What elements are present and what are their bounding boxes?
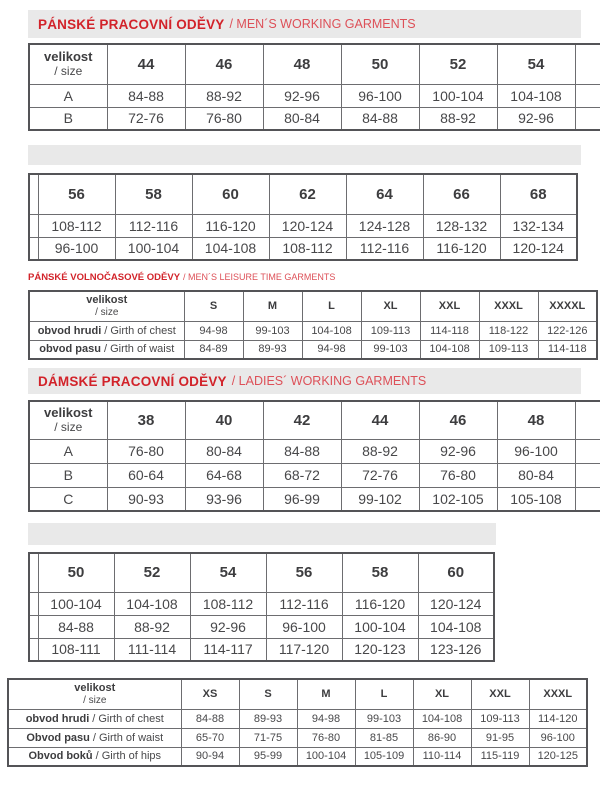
value-cell: 114-117 xyxy=(190,638,266,661)
value-cell: 104-108 xyxy=(497,84,575,107)
row-label-english: / Girth of chest xyxy=(92,712,164,725)
value-cell: 95-99 xyxy=(239,747,297,766)
value-cell: 84-88 xyxy=(107,84,185,107)
value-cell: 91-95 xyxy=(471,728,529,747)
value-cell: 76-80 xyxy=(419,463,497,487)
clipped-column-cell xyxy=(575,107,600,130)
size-label-cell xyxy=(29,401,107,439)
value-cell: 104-108 xyxy=(413,709,471,728)
value-cell: 90-94 xyxy=(181,747,239,766)
value-cell: 76-80 xyxy=(185,107,263,130)
size-header-cell: 44 xyxy=(107,44,185,84)
size-table xyxy=(28,552,495,662)
value-cell: 111-114 xyxy=(114,638,190,661)
section-title-czech: PÁNSKÉ PRACOVNÍ ODĚVY xyxy=(38,16,225,32)
value-cell: 114-118 xyxy=(420,321,479,340)
row-label-czech: Obvod pasu xyxy=(26,731,90,744)
size-header-cell: 60 xyxy=(192,174,269,214)
gray-divider-bar xyxy=(28,145,581,165)
value-cell: 105-108 xyxy=(497,487,575,511)
header-row xyxy=(29,401,600,439)
value-cell: 117-120 xyxy=(266,638,342,661)
clipped-column-cell xyxy=(29,214,38,237)
value-cell: 92-96 xyxy=(419,439,497,463)
value-cell: 94-98 xyxy=(184,321,243,340)
value-cell: 89-93 xyxy=(239,709,297,728)
size-header-cell: 46 xyxy=(185,44,263,84)
value-cell: 100-104 xyxy=(342,615,418,638)
table-row xyxy=(29,214,577,237)
clipped-column-cell xyxy=(29,174,38,214)
value-cell: 94-98 xyxy=(297,709,355,728)
size-header-cell: S xyxy=(239,679,297,709)
table-row xyxy=(29,340,597,359)
section-title-mens-working xyxy=(28,10,581,38)
velikost-label: velikost xyxy=(74,682,116,695)
header-row xyxy=(8,679,587,709)
size-header-cell: XXL xyxy=(420,291,479,321)
size-header-cell: 48 xyxy=(263,44,341,84)
value-cell: 132-134 xyxy=(500,214,577,237)
value-cell: 65-70 xyxy=(181,728,239,747)
value-cell: 89-93 xyxy=(243,340,302,359)
value-cell: 100-104 xyxy=(297,747,355,766)
size-header-cell: 50 xyxy=(38,553,114,592)
row-label-czech: obvod pasu xyxy=(39,343,101,356)
row-label-czech: obvod hrudi xyxy=(25,712,90,725)
value-cell: 116-120 xyxy=(192,214,269,237)
table-row xyxy=(29,237,577,260)
value-cell: 68-72 xyxy=(263,463,341,487)
value-cell: 92-96 xyxy=(263,84,341,107)
table-row xyxy=(29,592,494,615)
row-label-cell: B xyxy=(29,463,107,487)
size-header-cell: XXXXL xyxy=(538,291,597,321)
size-header-cell: XXXL xyxy=(479,291,538,321)
section-title-czech: PÁNSKÉ VOLNOČASOVÉ ODĚVY xyxy=(28,271,181,283)
ladies-leisure-table xyxy=(7,678,588,767)
size-header-cell: 44 xyxy=(341,401,419,439)
value-cell: 112-116 xyxy=(115,214,192,237)
section-title-mens-leisure xyxy=(28,270,335,284)
table-row xyxy=(29,439,600,463)
size-table xyxy=(28,400,600,512)
value-cell: 109-113 xyxy=(471,709,529,728)
value-cell: 86-90 xyxy=(413,728,471,747)
table-row xyxy=(8,747,587,766)
value-cell: 100-104 xyxy=(419,84,497,107)
value-cell: 115-119 xyxy=(471,747,529,766)
value-cell: 108-112 xyxy=(269,237,346,260)
velikost-label: velikost xyxy=(44,48,93,64)
value-cell: 99-103 xyxy=(361,340,420,359)
velikost-label: velikost xyxy=(44,404,93,420)
size-header-cell: 54 xyxy=(190,553,266,592)
row-label-cell: A xyxy=(29,84,107,107)
value-cell: 128-132 xyxy=(423,214,500,237)
ladies-working-table-part2 xyxy=(28,552,495,662)
gray-divider-bar xyxy=(28,523,496,545)
value-cell: 100-104 xyxy=(38,592,114,615)
value-cell: 96-100 xyxy=(38,237,115,260)
clipped-column-cell xyxy=(29,638,38,661)
clipped-column-cell xyxy=(575,401,600,439)
row-label-cell: C xyxy=(29,487,107,511)
value-cell: 76-80 xyxy=(297,728,355,747)
row-label-english: / Girth of hips xyxy=(95,750,162,763)
value-cell: 114-120 xyxy=(529,709,587,728)
clipped-column-cell xyxy=(29,615,38,638)
value-cell: 72-76 xyxy=(107,107,185,130)
value-cell: 93-96 xyxy=(185,487,263,511)
clipped-column-cell xyxy=(29,553,38,592)
table-row xyxy=(29,615,494,638)
value-cell: 71-75 xyxy=(239,728,297,747)
table-row xyxy=(8,709,587,728)
table-row xyxy=(29,638,494,661)
clipped-column-cell xyxy=(575,463,600,487)
value-cell: 120-123 xyxy=(342,638,418,661)
size-table xyxy=(28,173,578,261)
size-label: / size xyxy=(54,419,83,434)
row-label-cell: A xyxy=(29,439,107,463)
size-table xyxy=(28,290,598,360)
value-cell: 84-88 xyxy=(181,709,239,728)
value-cell: 108-112 xyxy=(38,214,115,237)
table-row xyxy=(29,84,600,107)
value-cell: 96-100 xyxy=(497,439,575,463)
value-cell: 108-111 xyxy=(38,638,114,661)
header-row xyxy=(29,174,577,214)
value-cell: 96-100 xyxy=(341,84,419,107)
size-label-cell xyxy=(8,679,181,709)
value-cell: 112-116 xyxy=(346,237,423,260)
section-title-english: / LADIES´ WORKING GARMENTS xyxy=(231,374,427,388)
size-header-cell: L xyxy=(302,291,361,321)
value-cell: 99-103 xyxy=(355,709,413,728)
value-cell: 110-114 xyxy=(413,747,471,766)
value-cell: 99-102 xyxy=(341,487,419,511)
value-cell: 88-92 xyxy=(114,615,190,638)
size-header-cell: 52 xyxy=(419,44,497,84)
value-cell: 104-108 xyxy=(418,615,494,638)
value-cell: 120-125 xyxy=(529,747,587,766)
value-cell: 116-120 xyxy=(423,237,500,260)
value-cell: 108-112 xyxy=(190,592,266,615)
section-title-english: / MEN´S LEISURE TIME GARMENTS xyxy=(183,272,336,282)
size-label: / size xyxy=(54,63,83,78)
section-title-english: / MEN´S WORKING GARMENTS xyxy=(229,17,416,31)
size-header-cell: 66 xyxy=(423,174,500,214)
row-label-cell xyxy=(8,728,181,747)
size-header-cell: 68 xyxy=(500,174,577,214)
value-cell: 84-89 xyxy=(184,340,243,359)
clipped-column-cell xyxy=(575,44,600,84)
value-cell: 104-108 xyxy=(192,237,269,260)
value-cell: 123-126 xyxy=(418,638,494,661)
value-cell: 84-88 xyxy=(38,615,114,638)
value-cell: 104-108 xyxy=(302,321,361,340)
size-table xyxy=(7,678,588,767)
value-cell: 92-96 xyxy=(190,615,266,638)
table-row xyxy=(29,487,600,511)
value-cell: 122-126 xyxy=(538,321,597,340)
row-label-czech: Obvod boků xyxy=(28,750,93,763)
size-header-cell: S xyxy=(184,291,243,321)
row-label-cell xyxy=(29,321,184,340)
row-label-english: / Girth of chest xyxy=(104,324,176,337)
row-label-english: / Girth of waist xyxy=(103,343,175,356)
size-header-cell: 50 xyxy=(341,44,419,84)
size-header-cell: 56 xyxy=(266,553,342,592)
value-cell: 99-103 xyxy=(243,321,302,340)
header-row xyxy=(29,553,494,592)
value-cell: 114-118 xyxy=(538,340,597,359)
size-header-cell: 56 xyxy=(38,174,115,214)
header-row xyxy=(29,291,597,321)
value-cell: 109-113 xyxy=(479,340,538,359)
mens-working-table-part2 xyxy=(28,173,578,261)
size-header-cell: XL xyxy=(413,679,471,709)
size-label-cell xyxy=(29,44,107,84)
value-cell: 76-80 xyxy=(107,439,185,463)
mens-leisure-table xyxy=(28,290,598,360)
value-cell: 88-92 xyxy=(185,84,263,107)
value-cell: 120-124 xyxy=(418,592,494,615)
size-label: / size xyxy=(83,694,107,706)
value-cell: 100-104 xyxy=(115,237,192,260)
size-header-cell: 38 xyxy=(107,401,185,439)
value-cell: 124-128 xyxy=(346,214,423,237)
size-header-cell: XS xyxy=(181,679,239,709)
size-table xyxy=(28,43,600,131)
value-cell: 116-120 xyxy=(342,592,418,615)
value-cell: 72-76 xyxy=(341,463,419,487)
clipped-column-cell xyxy=(575,439,600,463)
section-title-ladies-working xyxy=(28,368,581,394)
section-title-czech: DÁMSKÉ PRACOVNÍ ODĚVY xyxy=(38,373,227,389)
row-label-cell xyxy=(8,709,181,728)
size-header-cell: L xyxy=(355,679,413,709)
size-header-cell: XL xyxy=(361,291,420,321)
size-header-cell: XXXL xyxy=(529,679,587,709)
table-row xyxy=(29,107,600,130)
size-header-cell: M xyxy=(243,291,302,321)
size-header-cell: 42 xyxy=(263,401,341,439)
size-header-cell: 40 xyxy=(185,401,263,439)
value-cell: 112-116 xyxy=(266,592,342,615)
ladies-working-table-part1 xyxy=(28,400,600,514)
value-cell: 92-96 xyxy=(497,107,575,130)
value-cell: 118-122 xyxy=(479,321,538,340)
size-header-cell: 52 xyxy=(114,553,190,592)
value-cell: 104-108 xyxy=(114,592,190,615)
value-cell: 96-100 xyxy=(529,728,587,747)
velikost-label: velikost xyxy=(86,294,128,307)
size-header-cell: XXL xyxy=(471,679,529,709)
size-header-cell: 62 xyxy=(269,174,346,214)
row-label-english: / Girth of waist xyxy=(92,731,164,744)
value-cell: 104-108 xyxy=(420,340,479,359)
size-header-cell: 60 xyxy=(418,553,494,592)
size-label: / size xyxy=(95,306,119,318)
value-cell: 88-92 xyxy=(419,107,497,130)
size-header-cell: 64 xyxy=(346,174,423,214)
value-cell: 80-84 xyxy=(263,107,341,130)
value-cell: 80-84 xyxy=(497,463,575,487)
size-header-cell: 58 xyxy=(342,553,418,592)
table-row xyxy=(8,728,587,747)
value-cell: 90-93 xyxy=(107,487,185,511)
value-cell: 102-105 xyxy=(419,487,497,511)
table-row xyxy=(29,321,597,340)
value-cell: 60-64 xyxy=(107,463,185,487)
value-cell: 80-84 xyxy=(185,439,263,463)
header-row xyxy=(29,44,600,84)
value-cell: 96-100 xyxy=(266,615,342,638)
row-label-cell: B xyxy=(29,107,107,130)
size-header-cell: 46 xyxy=(419,401,497,439)
table-row xyxy=(29,463,600,487)
value-cell: 94-98 xyxy=(302,340,361,359)
clipped-column-cell xyxy=(29,237,38,260)
value-cell: 105-109 xyxy=(355,747,413,766)
row-label-cell xyxy=(8,747,181,766)
clipped-column-cell xyxy=(575,84,600,107)
value-cell: 96-99 xyxy=(263,487,341,511)
size-header-cell: 58 xyxy=(115,174,192,214)
size-header-cell: 54 xyxy=(497,44,575,84)
row-label-czech: obvod hrudi xyxy=(37,324,102,337)
value-cell: 109-113 xyxy=(361,321,420,340)
value-cell: 84-88 xyxy=(341,107,419,130)
size-header-cell: M xyxy=(297,679,355,709)
size-label-cell xyxy=(29,291,184,321)
value-cell: 120-124 xyxy=(500,237,577,260)
value-cell: 120-124 xyxy=(269,214,346,237)
value-cell: 64-68 xyxy=(185,463,263,487)
value-cell: 81-85 xyxy=(355,728,413,747)
mens-working-table-part1 xyxy=(28,43,600,133)
value-cell: 84-88 xyxy=(263,439,341,463)
clipped-column-cell xyxy=(29,592,38,615)
row-label-cell xyxy=(29,340,184,359)
value-cell: 88-92 xyxy=(341,439,419,463)
clipped-column-cell xyxy=(575,487,600,511)
size-header-cell: 48 xyxy=(497,401,575,439)
